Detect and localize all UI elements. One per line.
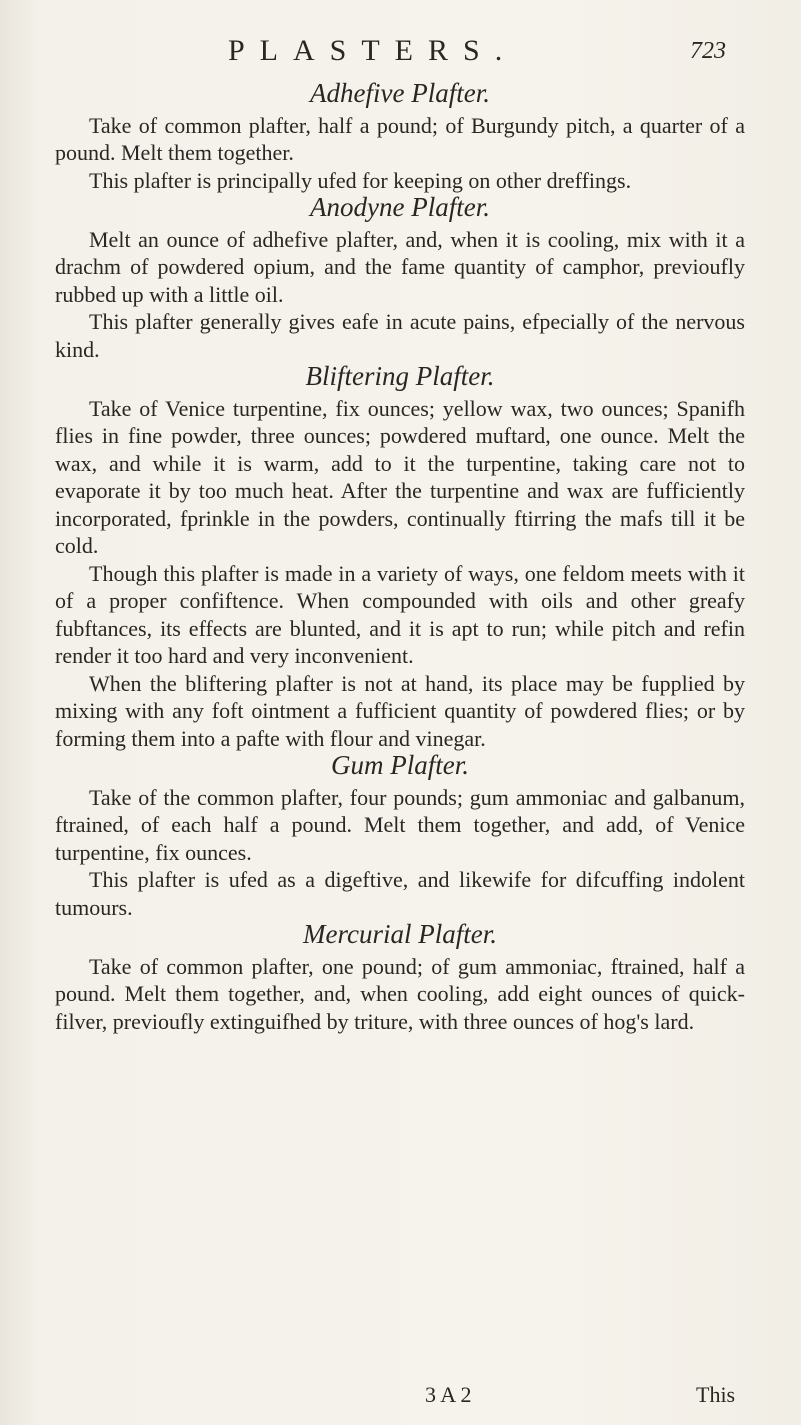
- paragraph: Though this plafter is made in a variety of ways, one feldom meets with it of a proper confiftence. When compounded with oils and other greafy fubftances, its effects are blunted, and it is apt to run; while pitch and refin render it too hard and very inconvenient.: [55, 560, 745, 668]
- catchword: This: [696, 1382, 736, 1407]
- paragraph: Take of the common plafter, four pounds; gum ammoniac and galbanum, ftrained, of each half a pound. Melt them together, and add, of Venice turpentine, fix ounces.: [55, 784, 745, 865]
- signature-mark: 3 A 2: [425, 1382, 472, 1407]
- paragraph: Take of common plafter, one pound; of gum ammoniac, ftrained, half a pound. Melt them together, and, when cooling, add eight ounces of quick-filver, previoufly extinguifhed by triture, with three ounces of hog's lard.: [55, 953, 745, 1034]
- page-footer: [0, 1382, 801, 1422]
- page-header: [0, 28, 801, 68]
- paragraph: Take of common plafter, half a pound; of Burgundy pitch, a quarter of a pound. Melt them together.: [55, 112, 745, 165]
- section-adhesive-plaster: [55, 80, 745, 194]
- section-title: Gum Plafter.: [331, 750, 469, 780]
- paragraph: When the bliftering plafter is not at hand, its place may be fupplied by mixing with any foft ointment a fufficient quantity of powdered flies; or by forming them into a pafte with flour and vinegar.: [55, 670, 745, 751]
- page-body: [55, 80, 745, 1035]
- running-head: PLASTERS.: [228, 34, 518, 67]
- paragraph: This plafter generally gives eafe in acute pains, efpecially of the nervous kind.: [55, 309, 745, 362]
- section-gum-plaster: [55, 752, 745, 921]
- paragraph: This plafter is ufed as a digeftive, and likewife for difcuffing indolent tumours.: [55, 867, 745, 920]
- section-blistering-plaster: [55, 363, 745, 752]
- section-mercurial-plaster: [55, 921, 745, 1035]
- section-anodyne-plaster: [55, 194, 745, 363]
- section-title: Adhefive Plafter.: [310, 78, 490, 108]
- paragraph: This plafter is principally ufed for keeping on other dreffings.: [89, 167, 632, 193]
- page-number: 723: [690, 38, 726, 64]
- paragraph: Take of Venice turpentine, fix ounces; yellow wax, two ounces; Spanifh flies in fine powder, three ounces; powdered muftard, one ounce. Melt the wax, and while it is warm, add to it the turpentine, taking care not to evaporate it by too much heat. After the turpentine and wax are fufficiently incorporated, fprinkle in the powders, continually ftirring the mafs till it be cold.: [55, 395, 745, 558]
- section-title: Anodyne Plafter.: [310, 192, 490, 222]
- paragraph: Melt an ounce of adhefive plafter, and, when it is cooling, mix with it a drachm of powdered opium, and the fame quantity of camphor, previoufly rubbed up with a little oil.: [55, 226, 745, 307]
- section-title: Mercurial Plafter.: [303, 919, 497, 949]
- section-title: Bliftering Plafter.: [305, 361, 495, 391]
